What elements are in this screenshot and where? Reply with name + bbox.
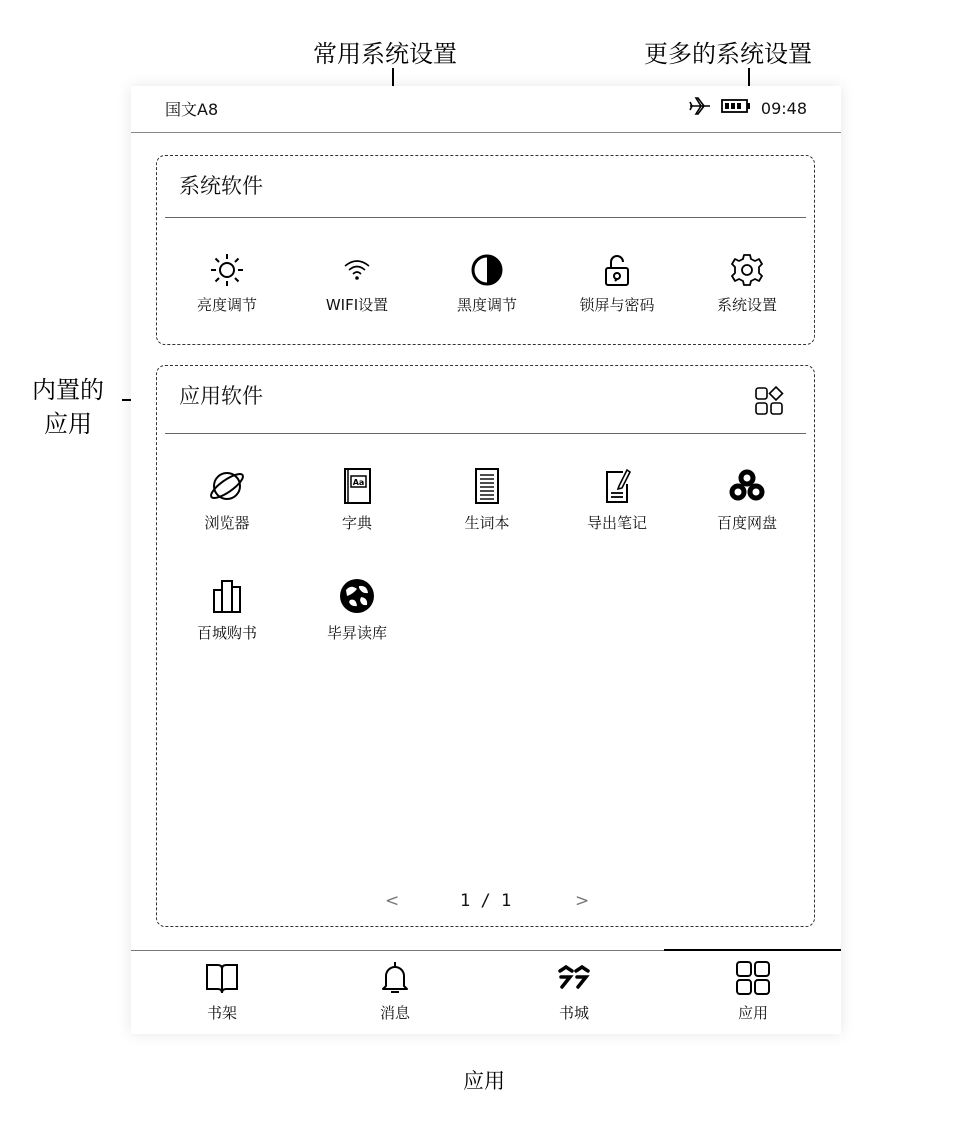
callout-builtin-apps-1: 内置的	[32, 376, 104, 404]
contrast-button[interactable]	[427, 252, 547, 315]
apps-panel-divider	[165, 433, 806, 434]
system-settings-label: 系统设置	[716, 296, 777, 314]
app-baidu-pan[interactable]	[687, 466, 807, 533]
system-panel-divider	[165, 217, 806, 218]
tab-apps-label: 应用	[737, 1004, 768, 1022]
app-vocabulary[interactable]	[427, 466, 547, 533]
tab-messages[interactable]	[335, 961, 455, 1023]
planet-icon	[207, 466, 247, 506]
active-tab-indicator	[664, 949, 841, 951]
brightness-label: 亮度调节	[196, 296, 257, 314]
baidu-pan-label: 百度网盘	[716, 514, 777, 532]
export-notes-label: 导出笔记	[586, 514, 647, 532]
system-software-panel	[156, 155, 815, 345]
dictionary-label: 字典	[341, 514, 372, 532]
tab-apps[interactable]	[693, 961, 813, 1023]
system-panel-title: 系统软件	[179, 174, 263, 198]
contrast-label: 黑度调节	[456, 296, 517, 314]
lock-screen-button[interactable]	[557, 252, 677, 315]
apps-grid-icon	[735, 961, 771, 995]
tab-bookstore-label: 书城	[558, 1004, 589, 1022]
battery-icon	[721, 98, 751, 118]
gear-icon	[729, 252, 765, 288]
brightness-icon	[209, 252, 245, 288]
tab-bookshelf[interactable]	[162, 961, 282, 1023]
notebook-icon	[467, 466, 507, 506]
callout-builtin-apps-2: 应用	[44, 410, 92, 438]
apps-panel-title: 应用软件	[179, 384, 263, 408]
wifi-settings-button[interactable]	[297, 252, 417, 315]
app-dictionary[interactable]	[297, 466, 417, 533]
app-export-notes[interactable]	[557, 466, 677, 533]
export-note-icon	[597, 466, 637, 506]
dictionary-icon	[337, 466, 377, 506]
device-screen	[131, 86, 841, 1034]
tab-bookstore[interactable]	[514, 961, 634, 1023]
status-bar	[131, 86, 841, 133]
svg-text:Aa: Aa	[352, 478, 365, 487]
callout-common-settings: 常用系统设置	[313, 40, 457, 68]
prev-page-button[interactable]: <	[385, 891, 400, 911]
bookshelf-store-icon	[207, 576, 247, 616]
tab-messages-label: 消息	[379, 1004, 410, 1022]
bisheng-label: 毕昇读库	[326, 624, 387, 642]
unlock-icon	[599, 252, 635, 288]
contrast-icon	[469, 252, 505, 288]
vocabulary-label: 生词本	[464, 514, 510, 532]
wifi-icon	[339, 252, 375, 288]
bookstore-logo-icon	[556, 961, 592, 995]
system-settings-button[interactable]	[687, 252, 807, 315]
baidu-pan-icon	[727, 466, 767, 506]
app-grid-edit-icon[interactable]	[754, 386, 784, 420]
app-browser[interactable]	[167, 466, 287, 533]
status-indicators	[689, 97, 807, 119]
page-indicator: 1 / 1	[460, 891, 512, 911]
tab-bookshelf-label: 书架	[206, 1004, 237, 1022]
baicheng-label: 百城购书	[196, 624, 257, 642]
clock-time: 09:48	[760, 98, 807, 118]
next-page-button[interactable]: >	[575, 891, 590, 911]
page-caption: 应用	[463, 1069, 505, 1093]
bottom-tab-bar	[131, 950, 841, 1035]
app-baicheng-bookstore[interactable]	[167, 576, 287, 643]
wifi-label: WIFI设置	[325, 296, 389, 314]
app-bisheng-library[interactable]	[297, 576, 417, 643]
brightness-button[interactable]	[167, 252, 287, 315]
lock-screen-label: 锁屏与密码	[579, 296, 655, 314]
book-open-icon	[204, 961, 240, 995]
bell-icon	[377, 961, 413, 995]
app-software-panel	[156, 365, 815, 927]
device-name: 国文A8	[165, 100, 219, 119]
airplane-icon	[689, 97, 711, 119]
browser-label: 浏览器	[204, 514, 250, 532]
callout-more-settings: 更多的系统设置	[644, 40, 812, 68]
bisheng-icon	[337, 576, 377, 616]
